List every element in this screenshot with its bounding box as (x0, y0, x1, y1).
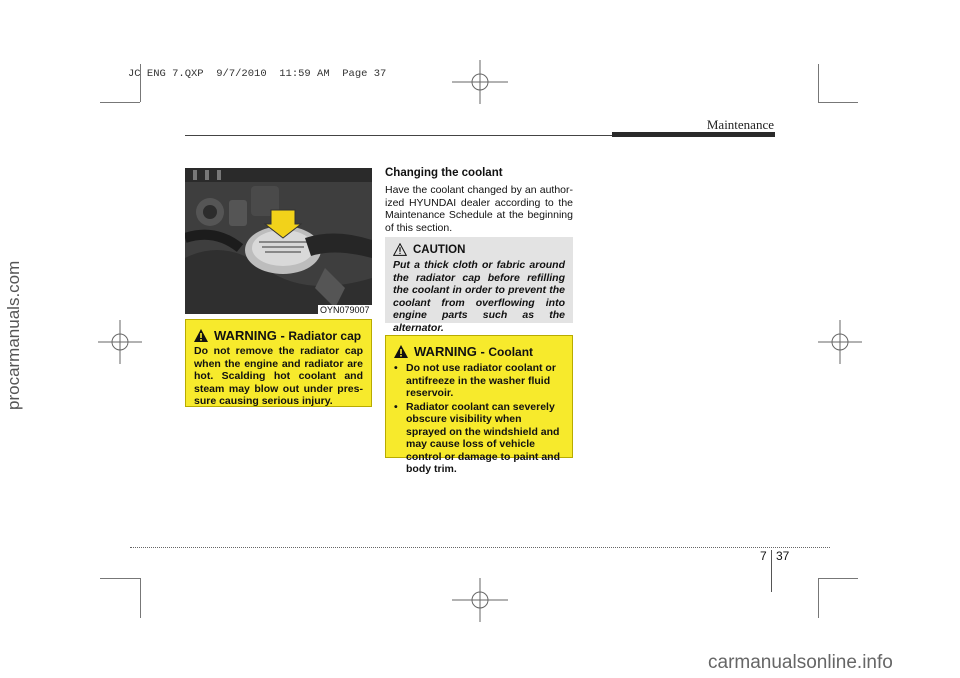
engine-bay-illustration (185, 168, 372, 314)
print-slug: JC ENG 7.QXP 9/7/2010 11:59 AM Page 37 (128, 68, 387, 80)
caution-title-row (393, 243, 565, 256)
radiator-cap-photo (185, 168, 372, 314)
footer-rule (130, 547, 830, 548)
section-title: Changing the coolant (385, 167, 503, 179)
warning-radiator-cap (185, 319, 372, 407)
crop-mark (818, 64, 819, 102)
warning-triangle-icon (194, 329, 208, 342)
registration-mark-top (452, 60, 508, 104)
registration-mark-right (818, 320, 862, 364)
caution-box (385, 237, 573, 334)
list-item: • Do not use radiator coolant or antifreeze in the washer fluid reservoir. (394, 362, 564, 400)
warning-title-prefix: WARNING - (214, 328, 289, 343)
warning-title-subject: Radiator cap (288, 329, 362, 343)
registration-mark-left (98, 320, 142, 364)
page-divider (771, 550, 772, 592)
caution-title: CAUTION (413, 243, 466, 256)
chapter-number: 7 (760, 549, 767, 563)
watermark-left: procarmanuals.com (4, 260, 23, 410)
crop-mark (818, 578, 858, 579)
registration-mark-bottom (452, 578, 508, 622)
warning-title (194, 328, 363, 343)
photo-caption: OYN079007 (320, 305, 370, 315)
warning-title-subject: Coolant (488, 345, 534, 359)
crop-mark (100, 102, 140, 103)
section-body: Have the coolant changed by an author-ized HYUNDAI dealer according to the Maintenance Schedule at the beginning of this section. (385, 184, 573, 234)
warning-triangle-icon (394, 345, 408, 358)
warning-body: Do not remove the radiator cap when the engine and radiator are hot. Scalding hot coolant and steam may blow out under pres-sure causing serious injury. (194, 345, 363, 407)
crop-mark (140, 578, 141, 618)
crop-mark (818, 578, 819, 618)
warning-title (394, 344, 564, 359)
caution-body: Put a thick cloth or fabric around the radiator cap before refilling the coolant in order to prevent the coolant from overflowing into engine parts such as the alternator. (393, 259, 565, 334)
warning-coolant (385, 335, 573, 475)
page-number: 37 (776, 549, 790, 563)
section-header: Maintenance (706, 117, 774, 132)
caution-triangle-icon (393, 243, 407, 256)
watermark-bottom: carmanualsonline.info (708, 652, 893, 673)
crop-mark (818, 102, 858, 103)
warning-title-prefix: WARNING - (414, 344, 489, 359)
crop-mark (100, 578, 140, 579)
warning-list (394, 362, 564, 476)
header-bar (612, 132, 775, 137)
list-item: • Radiator coolant can severely obscure visibility when sprayed on the windshield and may cause loss of vehicle control or damage to paint and body trim. (394, 401, 564, 476)
